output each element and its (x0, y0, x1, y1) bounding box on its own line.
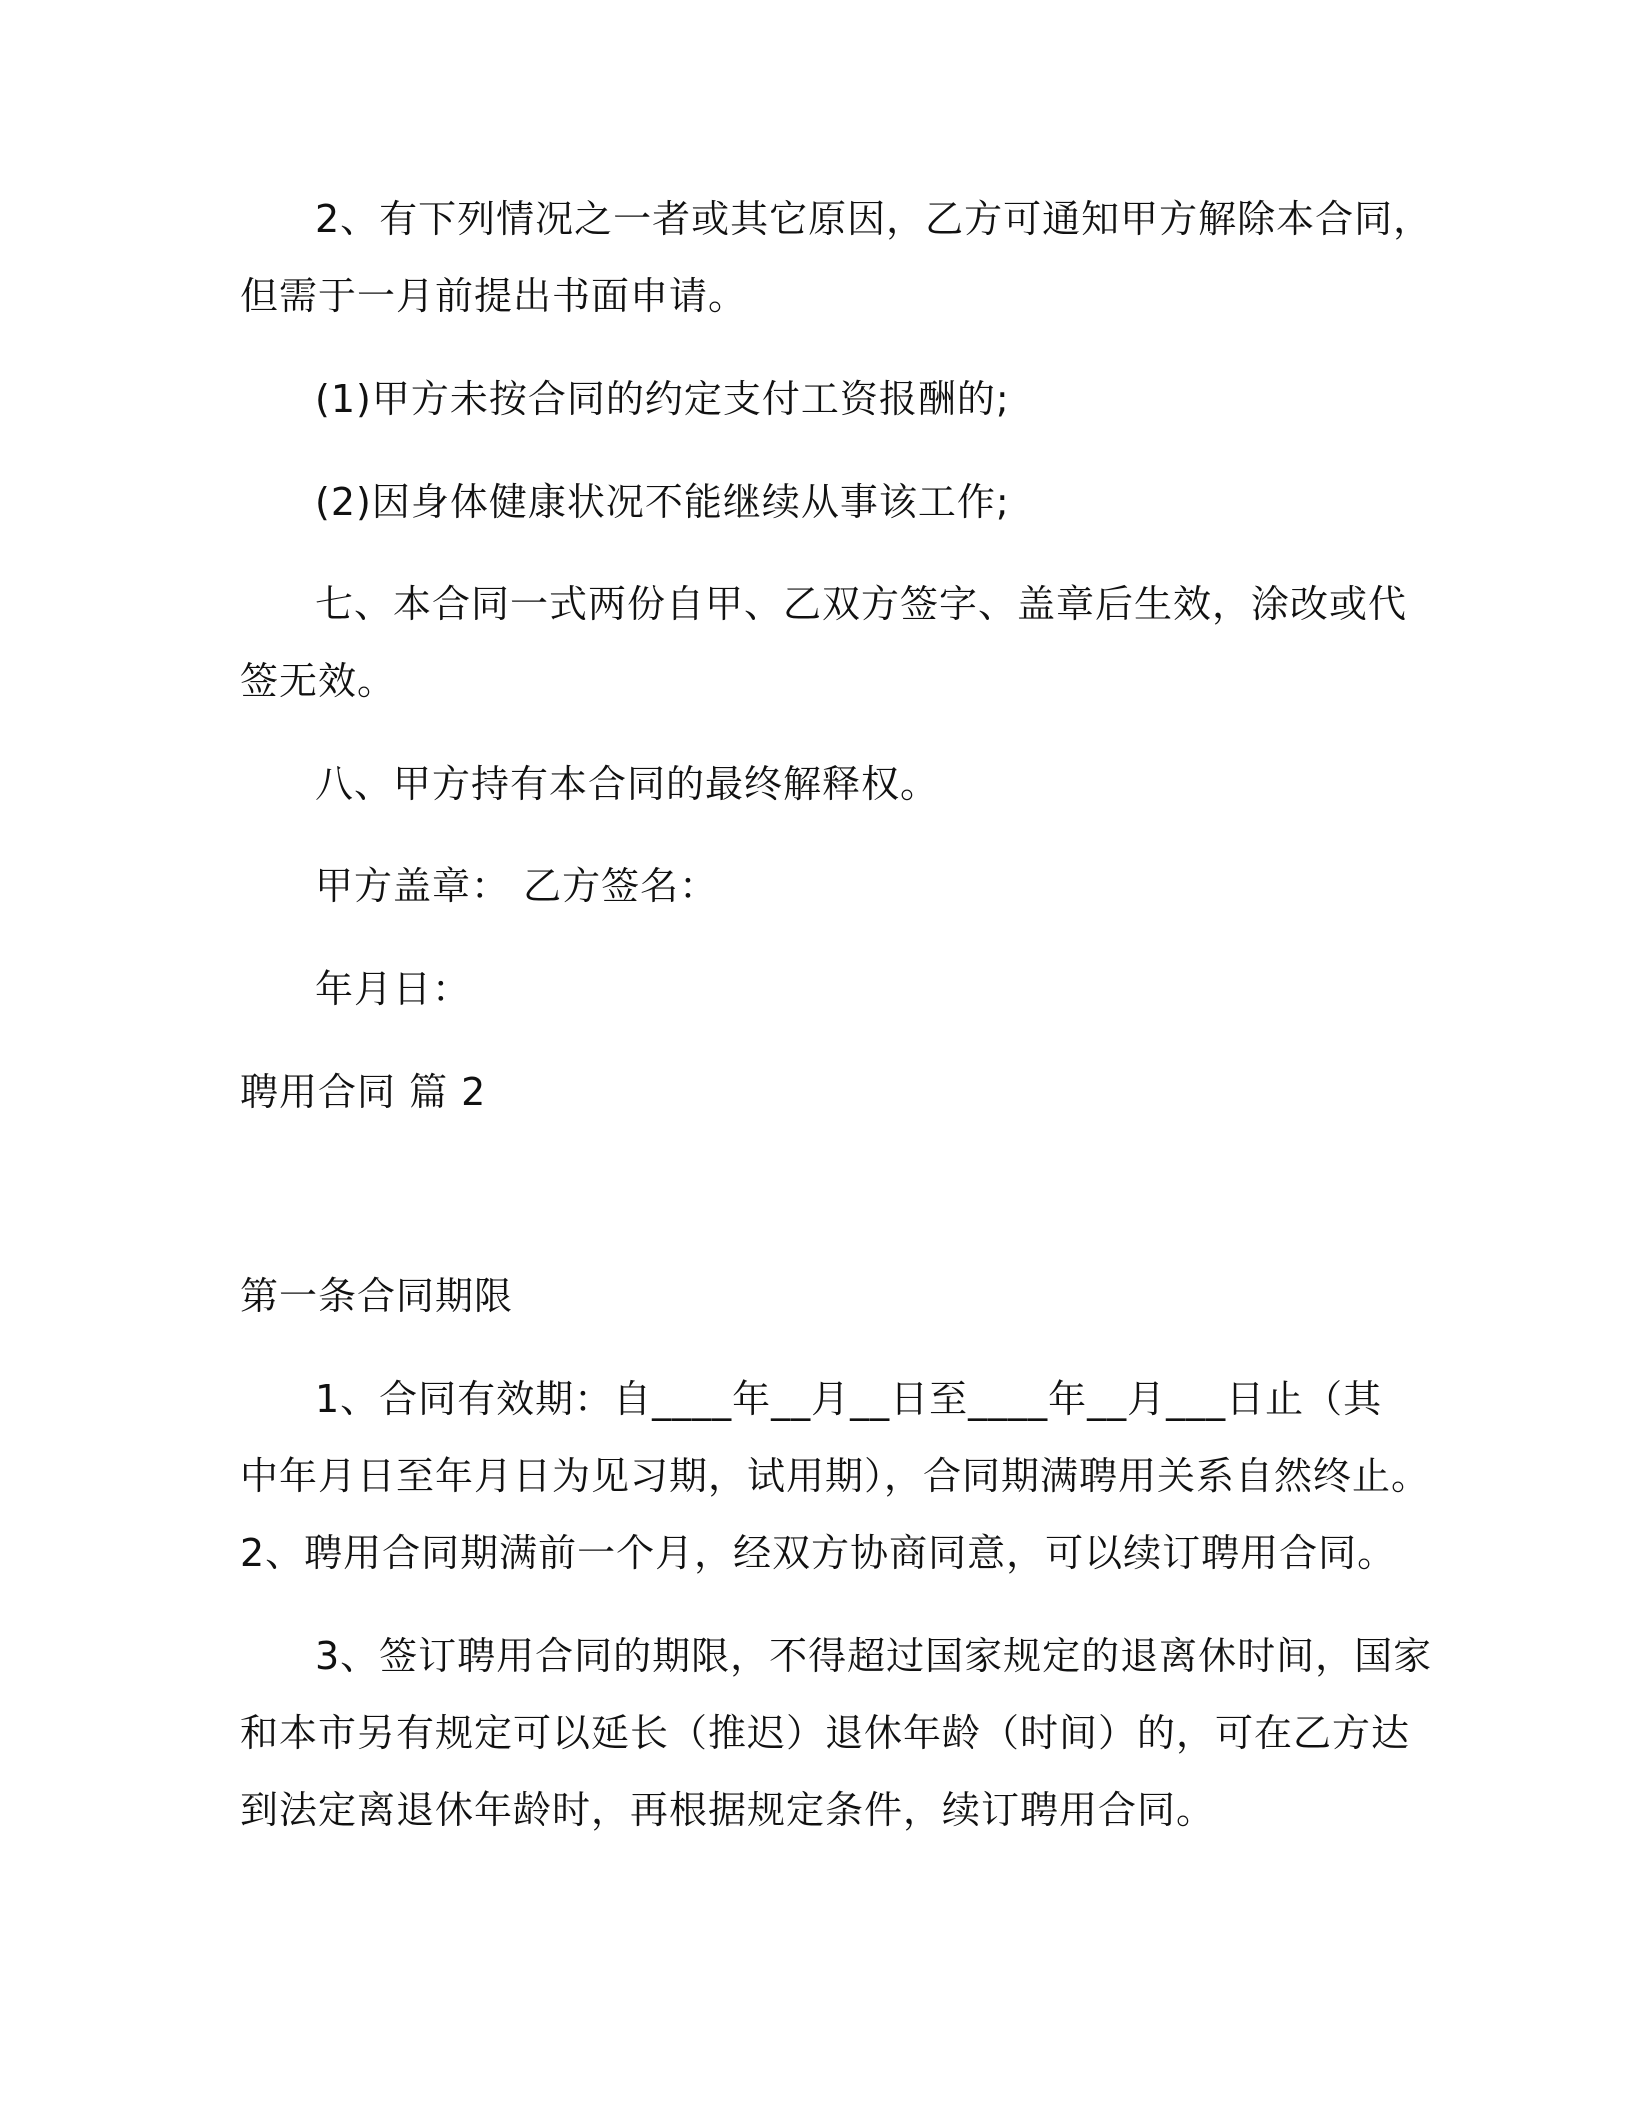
term-line-2: 中年月日至年月日为见习期，试用期），合同期满聘用关系自然终止。 (240, 1454, 1431, 1498)
clause-2-item-2: (2)因身体健康状况不能继续从事该工作; (315, 480, 1010, 524)
clause-2-line-2: 但需于一月前提出书面申请。 (240, 274, 748, 318)
term-line-4: 3、签订聘用合同的期限，不得超过国家规定的退离休时间，国家 (315, 1634, 1433, 1678)
clause-2-item-1: (1)甲方未按合同的约定支付工资报酬的; (315, 377, 1010, 421)
section-heading: 聘用合同 篇 2 (240, 1070, 487, 1114)
signature-line: 甲方盖章： 乙方签名： (315, 864, 719, 908)
term-line-6: 到法定离退休年龄时，再根据规定条件，续订聘用合同。 (240, 1788, 1216, 1832)
clause-2-line-1: 2、有下列情况之一者或其它原因，乙方可通知甲方解除本合同， (315, 197, 1433, 241)
clause-8: 八、甲方持有本合同的最终解释权。 (315, 762, 940, 806)
article-1-heading: 第一条合同期限 (240, 1274, 514, 1318)
term-line-3: 2、聘用合同期满前一个月，经双方协商同意，可以续订聘用合同。 (240, 1531, 1397, 1575)
term-line-5: 和本市另有规定可以延长（推迟）退休年龄（时间）的，可在乙方达 (240, 1711, 1411, 1755)
date-line: 年月日： (315, 967, 472, 1011)
clause-7-line-2: 签无效。 (240, 659, 397, 703)
clause-7-line-1: 七、本合同一式两份自甲、乙双方签字、盖章后生效，涂改或代 (315, 582, 1408, 626)
term-line-1: 1、合同有效期：自____年__月__日至____年__月___日止（其 (315, 1377, 1383, 1421)
